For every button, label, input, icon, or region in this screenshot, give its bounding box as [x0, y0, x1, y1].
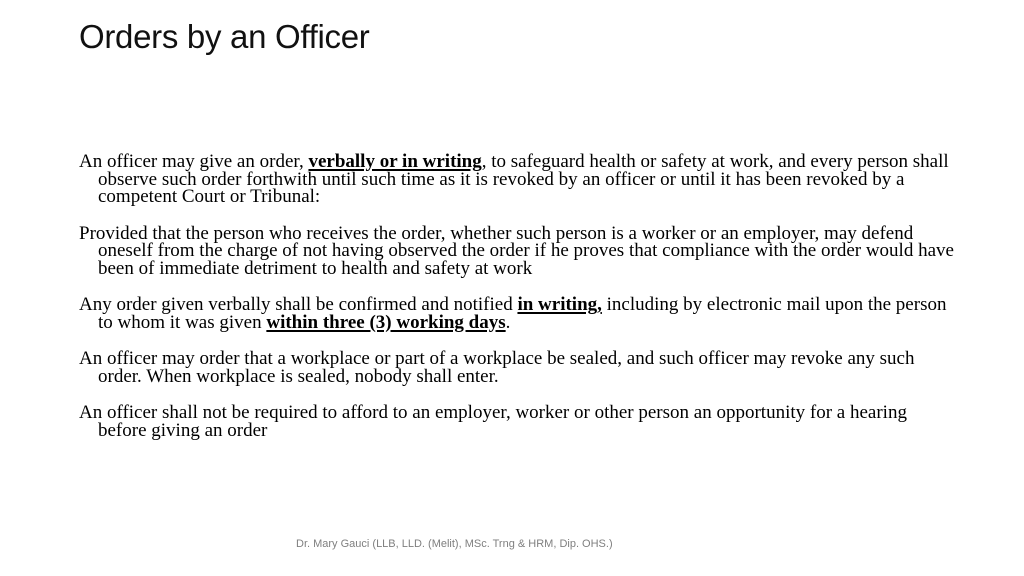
paragraph-order-power — [79, 153, 959, 206]
paragraph-text: Any order given verbally shall be confirmed and notified — [79, 294, 518, 315]
slide-title: Orders by an Officer — [79, 18, 370, 55]
paragraph-text: , to safeguard health or safety at work, and every person shall observe such order forthwith until such time as it is revoked by an officer or until it has been revoked by a competent Court or Tribunal: — [98, 151, 949, 207]
emphasis-in-writing: in writing, — [517, 294, 602, 315]
paragraph-text: including by electronic mail upon the person to whom it was given — [98, 294, 947, 333]
paragraph-sealing: An officer may order that a workplace or part of a workplace be sealed, and such officer may revoke any such order. When workplace is sealed, nobody shall enter. — [79, 348, 915, 387]
paragraph-text: An officer may give an order, — [79, 151, 309, 172]
paragraph-no-hearing: An officer shall not be required to afford to an employer, worker or other person an opportunity for a hearing before giving an order — [79, 402, 907, 441]
paragraph-proviso: Provided that the person who receives the order, whether such person is a worker or an employer, may defend oneself from the charge of not having observed the order if he proves that compliance with the order would have been of immediate detriment to health and safety at work — [79, 222, 954, 279]
slide-footer: Dr. Mary Gauci (LLB, LLD. (Melit), MSc. Trng & HRM, Dip. OHS.) — [296, 538, 613, 550]
emphasis-within-three-days: within three (3) working days — [266, 311, 506, 333]
slide-body — [79, 153, 959, 458]
emphasis-verbally-or-in-writing: verbally or in writing — [308, 151, 482, 172]
paragraph-verbal-confirmation — [79, 296, 959, 331]
paragraph-text: . — [505, 311, 511, 333]
